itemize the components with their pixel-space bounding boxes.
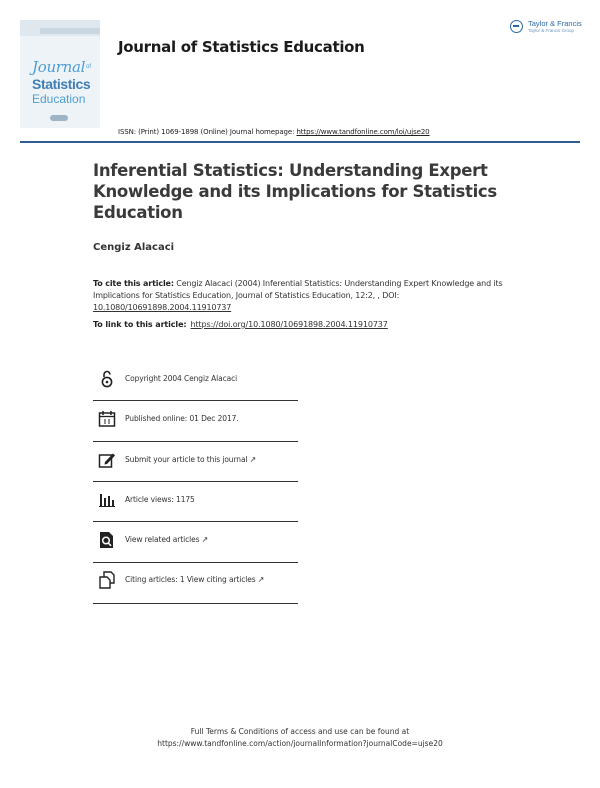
publisher-logo: [508, 17, 588, 37]
submit-article-link[interactable]: Submit your article to this journal: [125, 455, 248, 464]
citing-articles-icon: [98, 571, 116, 589]
cover-of-word: of: [86, 64, 92, 70]
journal-cover-image: [20, 20, 100, 128]
article-views-text: Article views: 1175: [125, 495, 195, 504]
journal-homepage-link[interactable]: https://www.tandfonline.com/loi/ujse20: [296, 128, 430, 136]
open-access-icon: [98, 370, 116, 388]
cover-education-word: Education: [32, 92, 86, 106]
related-articles-link[interactable]: View related articles: [125, 535, 200, 544]
cover-statistics-word: Statistics: [32, 76, 91, 92]
info-divider: [93, 603, 298, 604]
info-row-views: [93, 478, 298, 518]
search-document-icon: [98, 531, 116, 549]
cite-doi-link[interactable]: 10.1080/10691898.2004.11910737: [93, 303, 232, 312]
article-doi-link[interactable]: https://doi.org/10.1080/10691898.2004.11910737: [190, 320, 388, 329]
info-row-related[interactable]: [93, 518, 298, 558]
link-to-article: [93, 320, 388, 329]
external-link-icon: ↗: [249, 455, 257, 464]
publisher-logo-icon: [510, 20, 523, 33]
external-link-icon: ↗: [257, 575, 265, 584]
publisher-logo-sub: Taylor & Francis Group: [528, 28, 575, 33]
article-author: Cengiz Alacaci: [93, 242, 175, 253]
published-online-text: Published online: 01 Dec 2017.: [125, 414, 239, 423]
cite-text: Cengiz Alacaci (2004) Inferential Statistics: Understanding Expert Knowledge and its Implications for Statistics Education, Journal of Statistics Education, 12:2, , DOI:: [93, 279, 503, 300]
footer-terms-link[interactable]: https://www.tandfonline.com/action/journalInformation?journalCode=ujse20: [157, 739, 443, 748]
edit-icon: [98, 451, 116, 469]
footer-terms-text: Full Terms & Conditions of access and use can be found at: [190, 727, 410, 736]
journal-title: Journal of Statistics Education: [118, 38, 365, 56]
cover-journal-word: Journal: [32, 58, 86, 76]
info-row-copyright: [93, 357, 298, 397]
header-divider: [20, 141, 580, 143]
issn-line: [118, 128, 430, 136]
calendar-icon: [98, 410, 116, 428]
article-title: Inferential Statistics: Understanding Expert Knowledge and its Implications for Statistics Education: [93, 161, 497, 222]
external-link-icon: ↗: [201, 535, 209, 544]
cite-label: To cite this article:: [93, 279, 174, 288]
copyright-text: Copyright 2004 Cengiz Alacaci: [125, 374, 238, 383]
cover-publisher-logo: [50, 115, 68, 121]
footer: [0, 726, 600, 750]
publisher-logo-name: Taylor & Francis: [528, 19, 582, 28]
issn-text: ISSN: (Print) 1069-1898 (Online) Journal homepage:: [118, 128, 297, 136]
link-label: To link to this article:: [93, 320, 187, 329]
bar-chart-icon: [98, 491, 116, 509]
citation-block: [93, 278, 513, 314]
info-row-submit[interactable]: [93, 438, 298, 478]
info-row-citing[interactable]: [93, 558, 298, 598]
citing-articles-link[interactable]: Citing articles: 1 View citing articles: [125, 575, 256, 584]
info-row-published: [93, 397, 298, 437]
